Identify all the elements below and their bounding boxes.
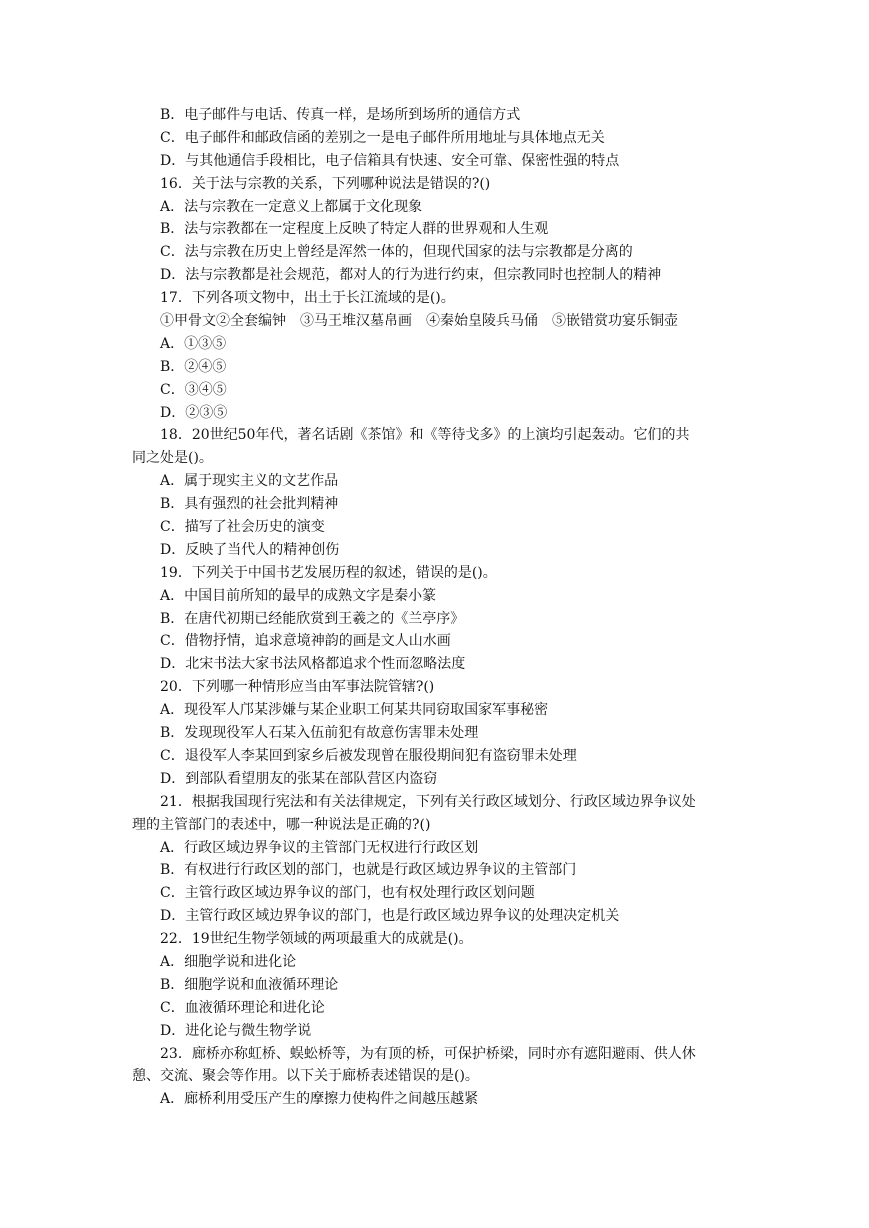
option-line: A．现役军人邝某涉嫌与某企业职工何某共同窃取国家军事秘密 — [160, 702, 549, 719]
option-line: D．进化论与微生物学说 — [160, 1022, 312, 1039]
option-line: B．有权进行行政区划的部门，也就是行政区域边界争议的主管部门 — [160, 862, 577, 879]
option-line: A．廊桥利用受压产生的摩擦力使构件之间越压越紧 — [160, 1091, 479, 1108]
option-line: ①甲骨文②全套编钟 ③马王堆汉墓帛画 ④秦始皇陵兵马俑 ⑤嵌错赏功宴乐铜壶 — [160, 313, 678, 330]
option-line: B．发现现役军人石某入伍前犯有故意伤害罪未处理 — [160, 725, 479, 742]
question-continuation-line: 憩、交流、聚会等作用。以下关于廊桥表述错误的是()。 — [132, 1068, 479, 1085]
question-line: 19．下列关于中国书艺发展历程的叙述，错误的是()。 — [160, 564, 497, 581]
question-continuation-line: 理的主管部门的表述中，哪一种说法是正确的?() — [132, 816, 431, 833]
option-line: A．①③⑤ — [160, 335, 227, 352]
option-line: A．行政区域边界争议的主管部门无权进行行政区划 — [160, 839, 479, 856]
question-line: 21．根据我国现行宪法和有关法律规定，下列有关行政区域划分、行政区域边界争议处 — [160, 793, 696, 810]
option-line: B．法与宗教都在一定程度上反映了特定人群的世界观和人生观 — [160, 221, 549, 238]
question-line: 16．关于法与宗教的关系，下列哪种说法是错误的?() — [160, 175, 491, 192]
option-line: C．电子邮件和邮政信函的差别之一是电子邮件所用地址与具体地点无关 — [160, 129, 605, 146]
option-line: B．在唐代初期已经能欣赏到王羲之的《兰亭序》 — [160, 610, 465, 627]
question-line: 17．下列各项文物中，出土于长江流域的是()。 — [160, 290, 455, 307]
question-continuation-line: 同之处是()。 — [132, 450, 213, 467]
option-line: C．法与宗教在历史上曾经是浑然一体的，但现代国家的法与宗教都是分离的 — [160, 244, 633, 261]
option-line: C．退役军人李某回到家乡后被发现曾在服役期间犯有盗窃罪未处理 — [160, 747, 577, 764]
option-line: B．电子邮件与电话、传真一样，是场所到场所的通信方式 — [160, 107, 521, 123]
option-line: B．具有强烈的社会批判精神 — [160, 496, 339, 513]
question-line: 18．20世纪50年代，著名话剧《茶馆》和《等待戈多》的上演均引起轰动。它们的共 — [160, 427, 690, 444]
option-line: B．②④⑤ — [160, 358, 227, 375]
option-line: C．③④⑤ — [160, 381, 227, 398]
question-line: 20．下列哪一种情形应当由军事法院管辖?() — [160, 679, 435, 696]
option-line: D．北宋书法大家书法风格都追求个性而忽略法度 — [160, 656, 466, 673]
option-line: A．细胞学说和进化论 — [160, 953, 297, 970]
question-line: 22．19世纪生物学领域的两项最重大的成就是()。 — [160, 931, 473, 948]
option-line: C．主管行政区域边界争议的部门，也有权处理行政区划问题 — [160, 885, 535, 902]
option-line: C．血液循环理论和进化论 — [160, 999, 325, 1016]
option-line: B．细胞学说和血液循环理论 — [160, 976, 339, 993]
option-line: A．中国目前所知的最早的成熟文字是秦小篆 — [160, 587, 437, 604]
option-line: C．描写了社会历史的演变 — [160, 519, 325, 536]
exam-text-body — [132, 104, 720, 1111]
option-line: D．与其他通信手段相比，电子信箱具有快速、安全可靠、保密性强的特点 — [160, 152, 620, 169]
option-line: D．②③⑤ — [160, 404, 228, 421]
option-line: A．法与宗教在一定意义上都属于文化现象 — [160, 198, 423, 215]
option-line: D．反映了当代人的精神创伤 — [160, 541, 340, 558]
option-line: D．主管行政区域边界争议的部门，也是行政区域边界争议的处理决定机关 — [160, 908, 620, 925]
option-line: D．法与宗教都是社会规范，都对人的行为进行约束，但宗教同时也控制人的精神 — [160, 267, 662, 284]
option-line: D．到部队看望朋友的张某在部队营区内盗窃 — [160, 770, 438, 787]
option-line: C．借物抒情，追求意境神韵的画是文人山水画 — [160, 633, 451, 650]
option-line: A．属于现实主义的文艺作品 — [160, 473, 339, 490]
question-line: 23．廊桥亦称虹桥、蜈蚣桥等，为有顶的桥，可保护桥梁，同时亦有遮阳避雨、供人休 — [160, 1045, 696, 1062]
